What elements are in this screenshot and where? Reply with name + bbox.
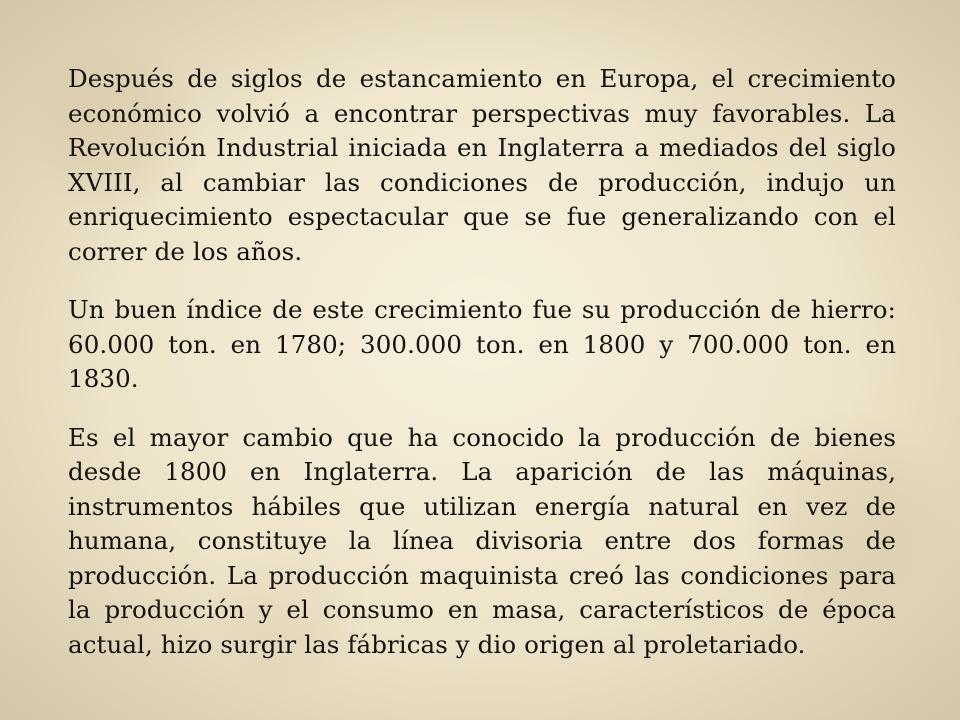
paragraph-machine-production: Es el mayor cambio que ha conocido la producción de bienes desde 1800 en Inglaterra. La aparición de las máquinas, instrumentos hábiles que utilizan energía natural en vez de humana, constituye la línea divisoria entre dos formas de producción. La producción maquinista creó las condiciones para la producción y el consumo en masa, característicos de época actual, hizo surgir las fábricas y dio origen al proletariado. (68, 422, 896, 659)
paragraph-iron-production: Un buen índice de este crecimiento fue su producción de hierro: 60.000 ton. en 1780; 300.000 ton. en 1800 y 700.000 ton. en 1830. (68, 295, 896, 393)
slide-body (68, 62, 896, 662)
paragraph-economic-growth: Después de siglos de estancamiento en Europa, el crecimiento económico volvió a encontrar perspectivas muy favorables. La Revolución Industrial iniciada en Inglaterra a mediados del siglo XVIII, al cambiar las condiciones de producción, indujo un enriquecimiento espectacular que se fue generalizando con el correr de los años. (68, 64, 896, 266)
